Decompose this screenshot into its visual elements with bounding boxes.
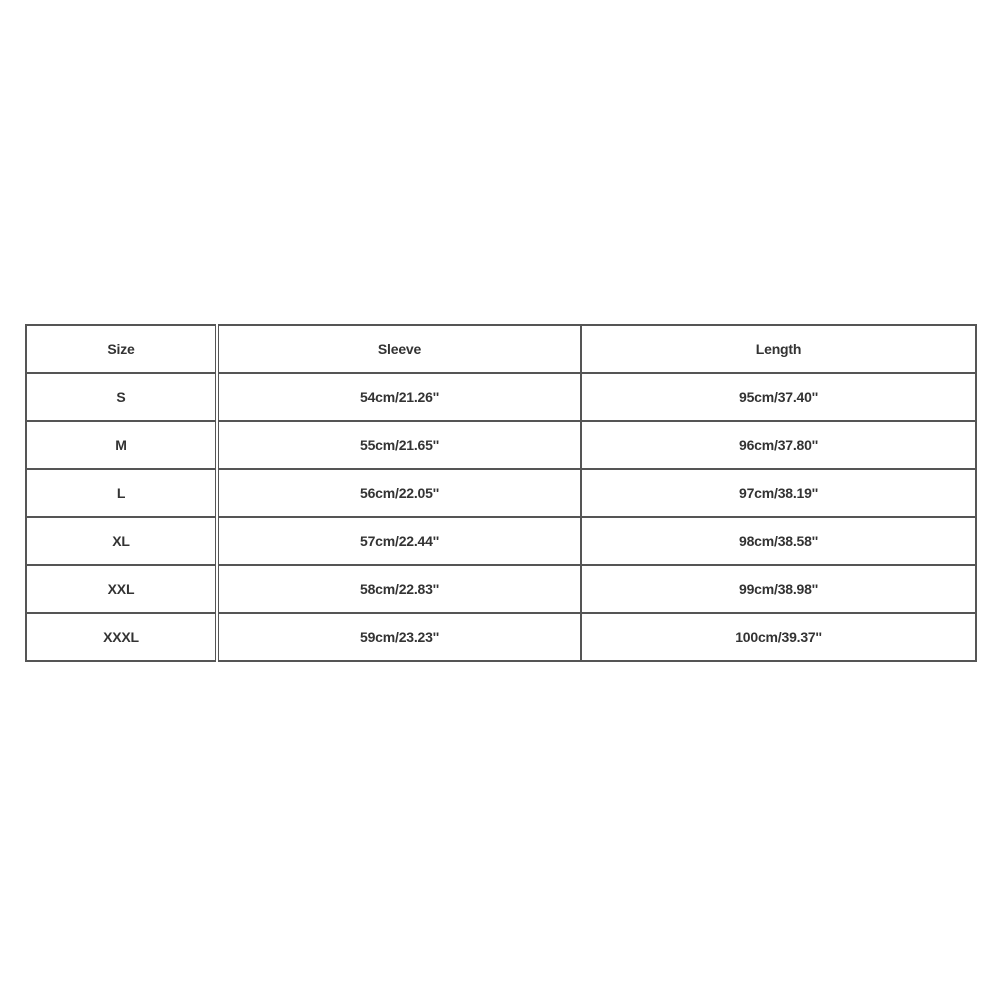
table-row (26, 565, 976, 613)
table-row (26, 517, 976, 565)
cell-size: S (26, 373, 217, 421)
table-row (26, 613, 976, 661)
cell-sleeve: 59cm/23.23'' (217, 613, 581, 661)
table-row (26, 421, 976, 469)
cell-length: 96cm/37.80'' (581, 421, 976, 469)
header-length: Length (581, 325, 976, 373)
cell-sleeve: 54cm/21.26'' (217, 373, 581, 421)
table-header-row (26, 325, 976, 373)
cell-size: XXL (26, 565, 217, 613)
cell-size: XXXL (26, 613, 217, 661)
size-chart-table (25, 324, 977, 662)
cell-length: 100cm/39.37'' (581, 613, 976, 661)
cell-sleeve: 55cm/21.65'' (217, 421, 581, 469)
table-row (26, 373, 976, 421)
cell-size: M (26, 421, 217, 469)
cell-sleeve: 56cm/22.05'' (217, 469, 581, 517)
cell-sleeve: 58cm/22.83'' (217, 565, 581, 613)
table-row (26, 469, 976, 517)
cell-length: 98cm/38.58'' (581, 517, 976, 565)
header-sleeve: Sleeve (217, 325, 581, 373)
cell-size: L (26, 469, 217, 517)
header-size: Size (26, 325, 217, 373)
cell-length: 97cm/38.19'' (581, 469, 976, 517)
cell-size: XL (26, 517, 217, 565)
cell-sleeve: 57cm/22.44'' (217, 517, 581, 565)
cell-length: 95cm/37.40'' (581, 373, 976, 421)
cell-length: 99cm/38.98'' (581, 565, 976, 613)
